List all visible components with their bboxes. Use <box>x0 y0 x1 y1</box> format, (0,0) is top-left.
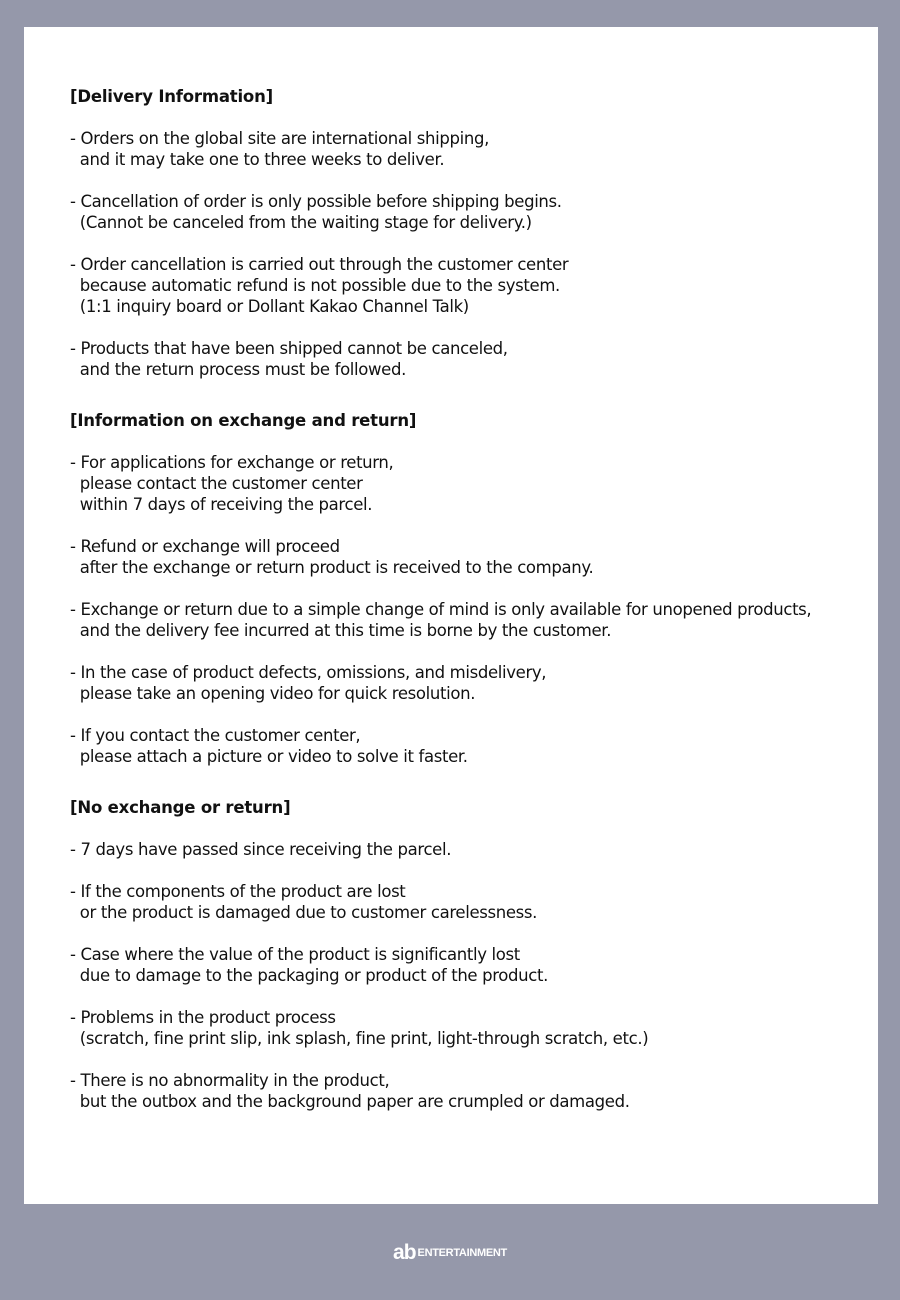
policy-line: and the delivery fee incurred at this time is borne by the customer. <box>70 621 612 640</box>
policy-item <box>70 944 860 986</box>
policy-item <box>70 1007 860 1049</box>
policy-line: - In the case of product defects, omissions, and misdelivery, <box>70 663 547 682</box>
policy-line: - 7 days have passed since receiving the parcel. <box>70 840 452 859</box>
policy-item <box>70 338 860 380</box>
policy-line: - If you contact the customer center, <box>70 726 361 745</box>
policy-line: and the return process must be followed. <box>70 360 406 379</box>
policy-line: due to damage to the packaging or product of the product. <box>70 966 549 985</box>
policy-item <box>70 128 860 170</box>
policy-item <box>70 839 860 860</box>
policy-line: (Cannot be canceled from the waiting stage for delivery.) <box>70 213 532 232</box>
policy-line: or the product is damaged due to customer carelessness. <box>70 903 538 922</box>
section-heading: [Delivery Information] <box>70 87 273 106</box>
policy-line: - Products that have been shipped cannot be canceled, <box>70 339 508 358</box>
policy-line: - Order cancellation is carried out through the customer center <box>70 255 569 274</box>
section-no-exchange-or-return <box>70 797 860 1112</box>
ab-entertainment-logo <box>0 1241 900 1265</box>
section-heading: [Information on exchange and return] <box>70 411 417 430</box>
policy-item <box>70 662 860 704</box>
policy-item <box>70 881 860 923</box>
policy-line: - If the components of the product are lost <box>70 882 406 901</box>
section-exchange-and-return <box>70 410 860 767</box>
policy-line: - Cancellation of order is only possible before shipping begins. <box>70 192 562 211</box>
policy-line: please take an opening video for quick resolution. <box>70 684 476 703</box>
logo-wordmark: ENTERTAINMENT <box>417 1247 507 1259</box>
policy-item <box>70 599 860 641</box>
section-delivery-information <box>70 86 860 380</box>
policy-item <box>70 725 860 767</box>
policy-line: - Problems in the product process <box>70 1008 336 1027</box>
policy-line: after the exchange or return product is received to the company. <box>70 558 594 577</box>
policy-item <box>70 1070 860 1112</box>
policy-line: - Refund or exchange will proceed <box>70 537 340 556</box>
policy-item <box>70 536 860 578</box>
policy-line: (scratch, fine print slip, ink splash, fine print, light-through scratch, etc.) <box>70 1029 649 1048</box>
policy-line: and it may take one to three weeks to deliver. <box>70 150 445 169</box>
policy-line: (1:1 inquiry board or Dollant Kakao Channel Talk) <box>70 297 469 316</box>
policy-line: - There is no abnormality in the product, <box>70 1071 390 1090</box>
policy-item <box>70 452 860 515</box>
policy-item <box>70 191 860 233</box>
policy-line: please contact the customer center <box>70 474 363 493</box>
logo-mark: ab <box>393 1241 416 1264</box>
policy-line: within 7 days of receiving the parcel. <box>70 495 373 514</box>
policy-content <box>70 86 860 1133</box>
policy-line: because automatic refund is not possible due to the system. <box>70 276 560 295</box>
policy-line: - Exchange or return due to a simple change of mind is only available for unopened products, <box>70 600 812 619</box>
policy-line: please attach a picture or video to solve it faster. <box>70 747 468 766</box>
policy-line: but the outbox and the background paper are crumpled or damaged. <box>70 1092 630 1111</box>
info-card <box>24 27 878 1204</box>
section-heading: [No exchange or return] <box>70 798 291 817</box>
policy-line: - Orders on the global site are international shipping, <box>70 129 489 148</box>
policy-item <box>70 254 860 317</box>
policy-line: - Case where the value of the product is significantly lost <box>70 945 520 964</box>
policy-line: - For applications for exchange or return, <box>70 453 394 472</box>
